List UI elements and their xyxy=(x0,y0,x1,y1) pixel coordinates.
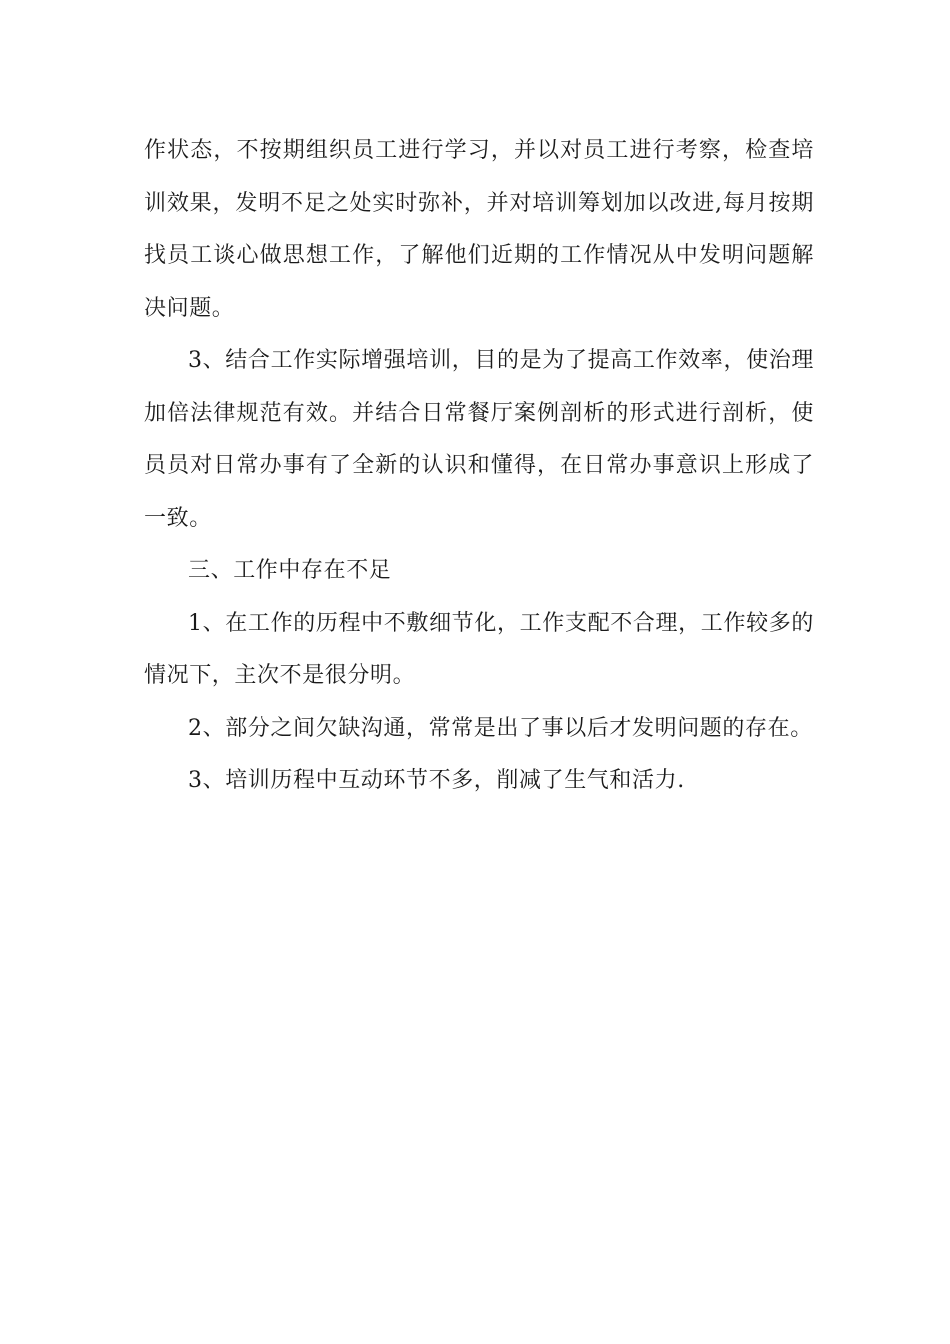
paragraph-shortcoming-3: 3、培训历程中互动环节不多，削减了生气和活力. xyxy=(188,768,685,793)
paragraph-item-3-training: 3、结合工作实际增强培训，目的是为了提高工作效率，使治理加倍法律规范有效。并结合日常餐厅案例剖析的形式进行剖析，使员员对日常办事有了全新的认识和懂得，在日常办事意识上形成了一致。 xyxy=(144,348,814,531)
paragraph-shortcoming-1: 1、在工作的历程中不敷细节化，工作支配不合理，工作较多的情况下，主次不是很分明。 xyxy=(144,610,814,688)
paragraph-shortcoming-2: 2、部分之间欠缺沟通，常常是出了事以后才发明问题的存在。 xyxy=(188,715,813,741)
section-heading-shortcomings: 三、工作中存在不足 xyxy=(188,558,392,583)
paragraph-continuation: 作状态，不按期组织员工进行学习，并以对员工进行考察，检查培训效果，发明不足之处实时弥补，并对培训筹划加以改进,每月按期找员工谈心做思想工作，了解他们近期的工作情况从中发明问题解决问题。 xyxy=(144,138,814,321)
document-body xyxy=(144,125,814,808)
